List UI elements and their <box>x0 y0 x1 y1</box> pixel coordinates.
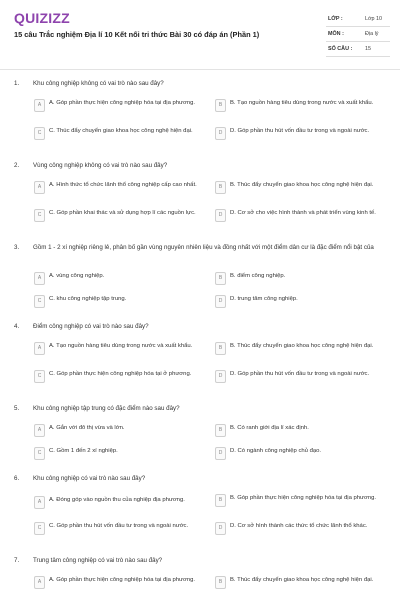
question-text: Vùng công nghiệp không có vai trò nào sau đây? <box>33 162 168 169</box>
option-letter-badge: B <box>215 181 226 194</box>
meta-row-subject <box>326 27 390 42</box>
question-text: Trung tâm công nghiệp có vai trò nào sau đây? <box>33 557 163 564</box>
option-text: A. Góp phần thực hiện công nghiệp hóa tại địa phương. <box>49 100 196 106</box>
option-letter-badge: B <box>215 424 226 437</box>
option-letter-badge: A <box>34 272 45 285</box>
meta-value: Địa lý <box>365 31 379 37</box>
option-text: B. Thúc đẩy chuyển giao khoa học công nghệ hiện đại. <box>230 343 374 349</box>
option-letter-badge: A <box>34 496 45 509</box>
option-text: A. Hình thức tổ chức lãnh thổ công nghiệp cấp cao nhất. <box>49 182 197 188</box>
option-text: D. trung tâm công nghiệp. <box>230 296 298 302</box>
option-text: C. Gồm 1 đến 2 xí nghiệp. <box>49 448 118 454</box>
page-title: 15 câu Trắc nghiệm Địa lí 10 Kết nối tri thức Bài 30 có đáp án (Phần 1) <box>14 30 260 39</box>
option-text: B. điểm công nghiệp. <box>230 273 286 279</box>
meta-label: LỚP : <box>328 16 343 22</box>
question-number: 2. <box>14 162 20 169</box>
option-text: B. Góp phần thực hiện công nghiệp hóa tại địa phương. <box>230 495 377 501</box>
question-number: 5. <box>14 405 20 412</box>
option-letter-badge: A <box>34 424 45 437</box>
question-number: 6. <box>14 475 20 482</box>
question-number: 7. <box>14 557 20 564</box>
option-text: D. Góp phần thu hút vốn đầu tư trong và ngoài nước. <box>230 128 370 134</box>
question-text: Khu công nghiệp có vai trò nào sau đây? <box>33 475 146 482</box>
meta-value: 15 <box>365 46 371 52</box>
meta-row-class <box>326 12 390 27</box>
option-text: C. khu công nghiệp tập trung. <box>49 296 127 302</box>
option-letter-badge: B <box>215 342 226 355</box>
option-letter-badge: D <box>215 127 226 140</box>
question-text: Gồm 1 - 2 xí nghiệp riêng lẻ, phân bố gần vùng nguyên nhiên liệu và đồng nhất với một điểm dân cư là đặc điểm nổi bật của <box>33 244 374 251</box>
option-text: A. Đóng góp vào nguồn thu của nghiệp địa phương. <box>49 497 185 503</box>
option-text: A. vùng công nghiệp. <box>49 273 105 279</box>
option-letter-badge: D <box>215 370 226 383</box>
header <box>0 0 400 70</box>
option-text: B. Thúc đẩy chuyển giao khoa học công nghệ hiện đại. <box>230 182 374 188</box>
option-letter-badge: A <box>34 99 45 112</box>
meta-value: Lớp 10 <box>365 16 383 22</box>
option-letter-badge: B <box>215 99 226 112</box>
option-letter-badge: C <box>34 295 45 308</box>
option-letter-badge: C <box>34 370 45 383</box>
option-text: D. Có ngành công nghiệp chủ đạo. <box>230 448 322 454</box>
option-letter-badge: D <box>215 295 226 308</box>
option-letter-badge: D <box>215 447 226 460</box>
option-letter-badge: A <box>34 576 45 589</box>
option-letter-badge: C <box>34 522 45 535</box>
option-text: B. Tạo nguồn hàng tiêu dùng trong nước và xuất khẩu. <box>230 100 374 106</box>
option-letter-badge: A <box>34 342 45 355</box>
option-text: D. Góp phần thu hút vốn đầu tư trong và ngoài nước. <box>230 371 370 377</box>
question-text: Điểm công nghiệp có vai trò nào sau đây? <box>33 323 149 330</box>
meta-label: MÔN : <box>328 31 344 37</box>
option-text: D. Cơ sở cho việc hình thành và phát triển vùng kinh tế. <box>230 210 376 216</box>
option-letter-badge: D <box>215 522 226 535</box>
option-letter-badge: C <box>34 447 45 460</box>
quizizz-logo: QUIZIZZ <box>14 10 70 26</box>
option-letter-badge: D <box>215 209 226 222</box>
option-text: A. Gắn với đô thị vừa và lớn. <box>49 425 125 431</box>
option-text: C. Góp phần thực hiện công nghiệp hóa tại ở phương. <box>49 371 192 377</box>
option-letter-badge: C <box>34 209 45 222</box>
option-text: B. Thúc đẩy chuyển giao khoa học công nghệ hiện đại. <box>230 577 374 583</box>
option-text: B. Có ranh giới địa lí xác định. <box>230 425 309 431</box>
meta-row-count <box>326 42 390 57</box>
meta-panel <box>326 12 390 57</box>
option-letter-badge: B <box>215 272 226 285</box>
option-letter-badge: A <box>34 181 45 194</box>
option-text: D. Cơ sở hình thành các thức tổ chức lãnh thổ khác. <box>230 523 368 529</box>
question-number: 4. <box>14 323 20 330</box>
option-text: C. Góp phần khai thác và sử dụng hợp lí các nguồn lực. <box>49 210 196 216</box>
option-letter-badge: B <box>215 576 226 589</box>
question-number: 3. <box>14 244 20 251</box>
option-text: A. Góp phần thực hiện công nghiệp hóa tại địa phương. <box>49 577 196 583</box>
option-text: C. Thúc đẩy chuyển giao khoa học công nghệ hiện đại. <box>49 128 193 134</box>
meta-label: SỐ CÂU : <box>328 46 353 52</box>
option-text: C. Góp phần thu hút vốn đầu tư trong và ngoài nước. <box>49 523 189 529</box>
option-text: A. Tạo nguồn hàng tiêu dùng trong nước và xuất khẩu. <box>49 343 193 349</box>
option-letter-badge: C <box>34 127 45 140</box>
question-text: Khu công nghiệp tập trung có đặc điểm nào sau đây? <box>33 405 180 412</box>
question-text: Khu công nghiệp không có vai trò nào sau đây? <box>33 80 164 87</box>
option-letter-badge: B <box>215 494 226 507</box>
header-divider <box>0 69 400 70</box>
question-number: 1. <box>14 80 20 87</box>
